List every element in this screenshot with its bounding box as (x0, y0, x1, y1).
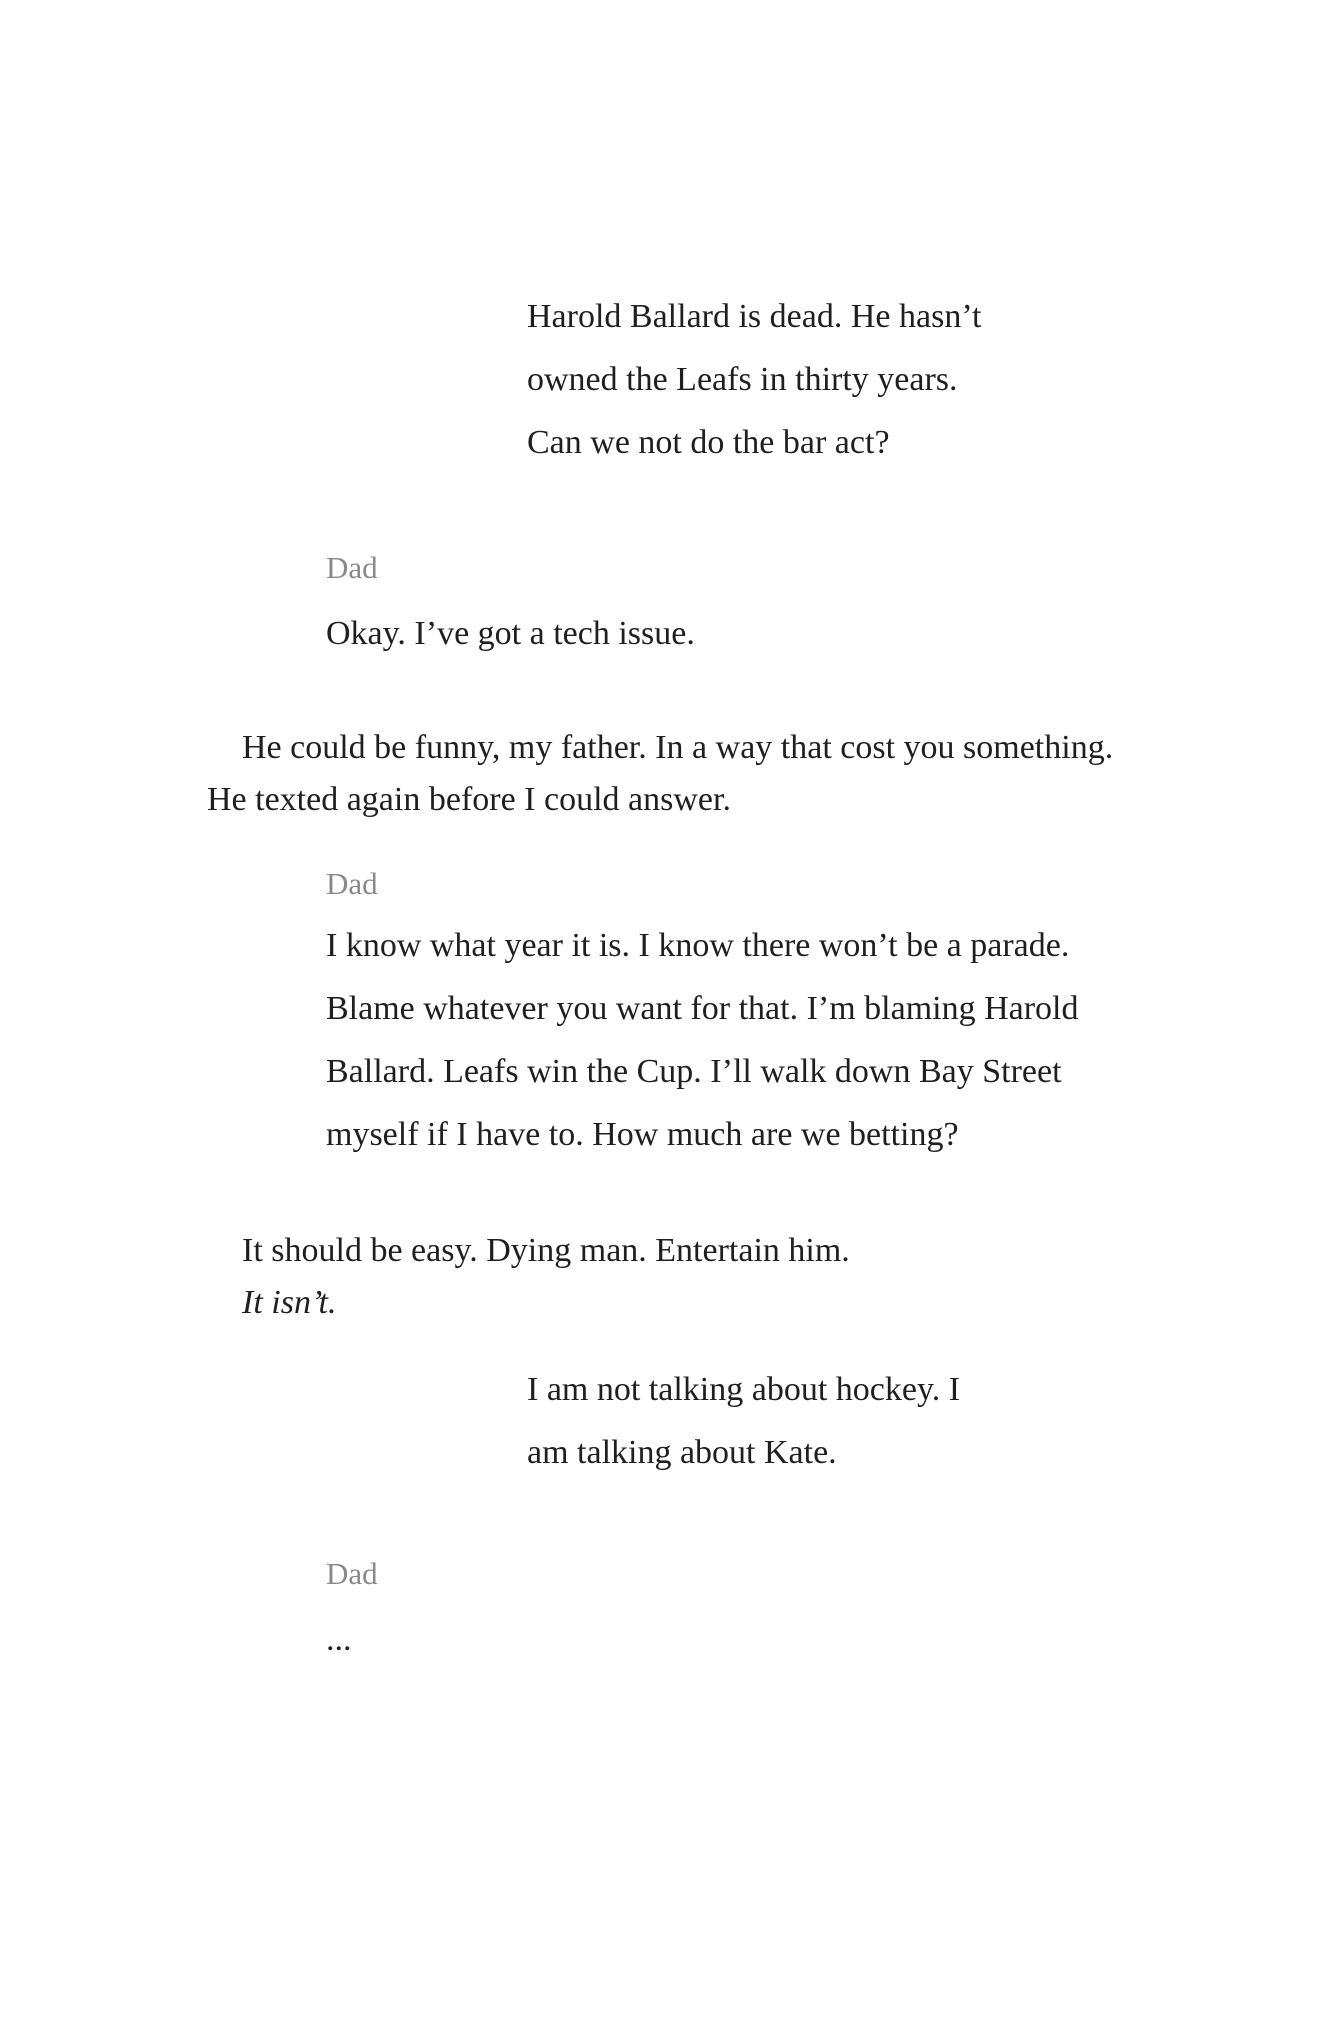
message-line: I am not talking about hockey. I (527, 1371, 961, 1408)
message-line: Blame whatever you want for that. I’m blaming Harold (326, 990, 1079, 1027)
narration-line-italic: It isn’t. (242, 1284, 337, 1321)
narration-line: He texted again before I could answer. (207, 781, 731, 818)
narration-line: It should be easy. Dying man. Entertain him. (242, 1232, 850, 1269)
message-line: Ballard. Leafs win the Cup. I’ll walk down Bay Street (326, 1053, 1062, 1090)
message-line: Can we not do the bar act? (527, 424, 890, 461)
message-line: Harold Ballard is dead. He hasn’t (527, 298, 982, 335)
message-line: am talking about Kate. (527, 1434, 837, 1471)
sender-name: Dad (326, 550, 378, 585)
message-line: I know what year it is. I know there won’t be a parade. (326, 927, 1070, 964)
sender-name: Dad (326, 1556, 378, 1591)
narration-line: He could be funny, my father. In a way that cost you something. (242, 729, 1114, 766)
message-line: ... (326, 1621, 352, 1658)
message-line: Okay. I’ve got a tech issue. (326, 615, 695, 652)
message-line: owned the Leafs in thirty years. (527, 361, 958, 398)
message-line: myself if I have to. How much are we betting? (326, 1116, 959, 1153)
sender-name: Dad (326, 866, 378, 901)
